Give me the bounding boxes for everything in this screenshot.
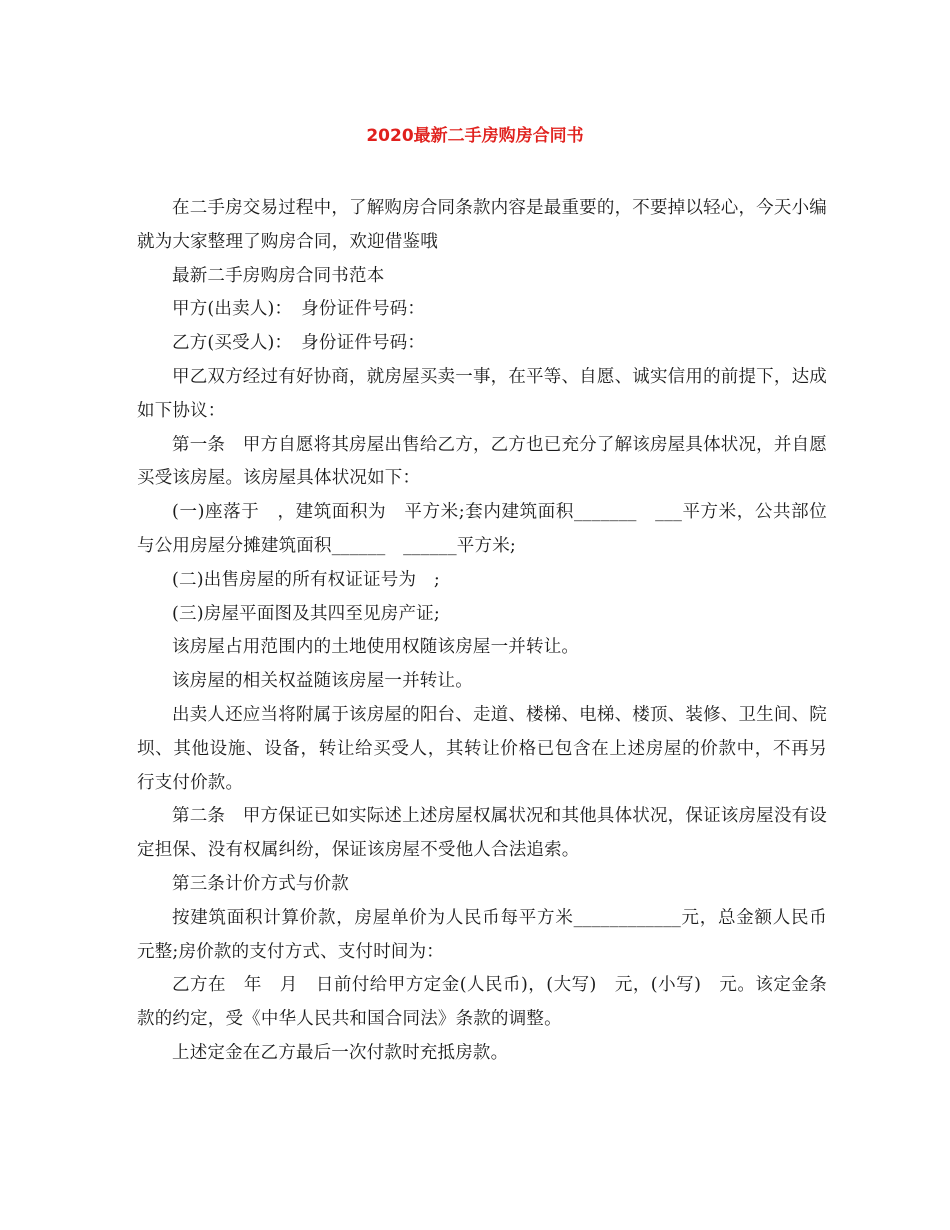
paragraph-template-heading: 最新二手房购房合同书范本: [172, 265, 385, 286]
paragraph-item-3: (三)房屋平面图及其四至见房产证;: [172, 603, 440, 624]
paragraph-item-1: (一)座落于 ，建筑面积为 平方米;套内建筑面积_______ ___平方米，公共部位与公用房屋分摊建筑面积______ ______平方米;: [137, 502, 827, 556]
paragraph-land-use: 该房屋占用范围内的土地使用权随该房屋一并转让。: [172, 637, 580, 658]
document-title: 2020最新二手房购房合同书: [366, 126, 584, 146]
paragraph-deposit-offset: 上述定金在乙方最后一次付款时充抵房款。: [172, 1042, 509, 1063]
paragraph-item-2: (二)出售房屋的所有权证证号为 ;: [172, 569, 440, 590]
paragraph-article-1: 第一条 甲方自愿将其房屋出售给乙方，乙方也已充分了解该房屋具体状况，并自愿买受该房屋。该房屋具体状况如下：: [137, 434, 827, 489]
paragraph-deposit: 乙方在 年 月 日前付给甲方定金(人民币)，(大写) 元，(小写) 元。该定金条款的约定，受《中华人民共和国合同法》条款的调整。: [137, 975, 827, 1030]
document-body: [137, 192, 845, 1071]
paragraph-intro: 在二手房交易过程中，了解购房合同条款内容是最重要的，不要掉以轻心，今天小编就为大家整理了购房合同，欢迎借鉴哦: [137, 198, 827, 252]
paragraph-party-a: 甲方(出卖人)： 身份证件号码：: [172, 299, 426, 320]
paragraph-party-b: 乙方(买受人)： 身份证件号码：: [172, 333, 426, 354]
paragraph-article-3-heading: 第三条计价方式与价款: [172, 873, 349, 894]
paragraph-attachments: 出卖人还应当将附属于该房屋的阳台、走道、楼梯、电梯、楼顶、装修、卫生间、院坝、其他设施、设备，转让给买受人，其转让价格已包含在上述房屋的价款中，不再另行支付价款。: [137, 704, 827, 793]
paragraph-article-2: 第二条 甲方保证已如实际述上述房屋权属状况和其他具体状况，保证该房屋没有设定担保、没有权属纠纷，保证该房屋不受他人合法追索。: [137, 806, 827, 861]
paragraph-price: 按建筑面积计算价款，房屋单价为人民币每平方米____________元，总金额人民币 元整;房价款的支付方式、支付时间为：: [137, 907, 845, 962]
paragraph-rights: 该房屋的相关权益随该房屋一并转让。: [172, 671, 473, 692]
paragraph-agreement: 甲乙双方经过有好协商，就房屋买卖一事，在平等、自愿、诚实信用的前提下，达成如下协议：: [137, 366, 827, 421]
